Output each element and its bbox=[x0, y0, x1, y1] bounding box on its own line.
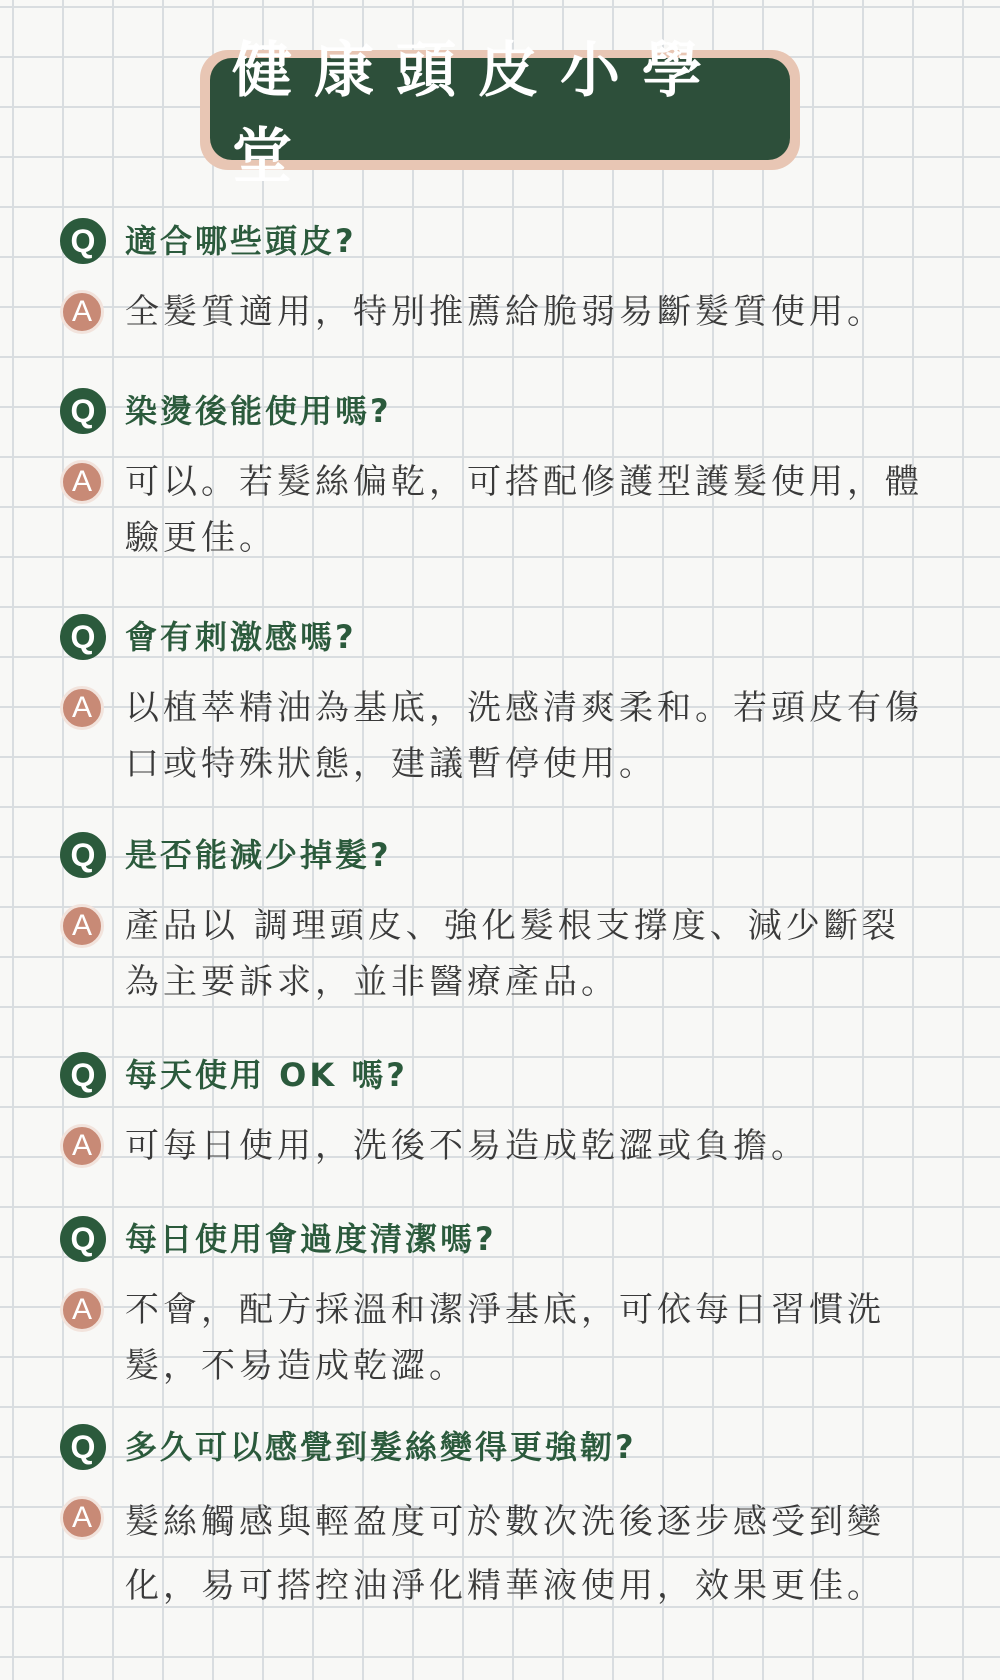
answer-text: 產品以 調理頭皮、強化髮根支撐度、減少斷裂 為主要訴求，並非醫療產品。 bbox=[125, 906, 900, 1002]
question-text: 染燙後能使用嗎? bbox=[125, 392, 392, 430]
question-text: 適合哪些頭皮? bbox=[125, 222, 357, 260]
answer-icon: A bbox=[60, 1496, 104, 1540]
question-text: 每天使用 OK 嗎? bbox=[125, 1056, 408, 1094]
question-icon: Q bbox=[60, 832, 106, 878]
question-icon: Q bbox=[60, 1216, 106, 1262]
answer-text: 可以。若髮絲偏乾，可搭配修護型護髮使用，體驗更佳。 bbox=[125, 462, 923, 558]
qa-item bbox=[0, 832, 1000, 1010]
question-icon: Q bbox=[60, 1052, 106, 1098]
answer-icon: A bbox=[60, 1288, 104, 1332]
page-title: 健康頭皮小學堂 bbox=[232, 36, 724, 192]
qa-item bbox=[0, 218, 1000, 340]
question-icon: Q bbox=[60, 388, 106, 434]
answer-text: 以植萃精油為基底，洗感清爽柔和。若頭皮有傷口或特殊狀態，建議暫停使用。 bbox=[125, 688, 923, 784]
question-text: 多久可以感覺到髮絲變得更強韌? bbox=[125, 1428, 637, 1466]
answer-text: 可每日使用，洗後不易造成乾澀或負擔。 bbox=[125, 1126, 809, 1166]
title-banner bbox=[200, 36, 800, 192]
question-icon: Q bbox=[60, 614, 106, 660]
answer-text: 髮絲觸感與輕盈度可於數次洗後逐步感受到變化，易可搭控油淨化精華液使用，效果更佳。 bbox=[125, 1502, 885, 1606]
question-text: 會有刺激感嗎? bbox=[125, 618, 357, 656]
answer-text: 全髮質適用，特別推薦給脆弱易斷髮質使用。 bbox=[125, 292, 885, 332]
answer-icon: A bbox=[60, 460, 104, 504]
answer-text: 不會，配方採溫和潔淨基底，可依每日習慣洗髮，不易造成乾澀。 bbox=[125, 1290, 885, 1386]
question-icon: Q bbox=[60, 218, 106, 264]
answer-icon: A bbox=[60, 1124, 104, 1168]
qa-item bbox=[0, 1424, 1000, 1618]
answer-icon: A bbox=[60, 904, 104, 948]
answer-icon: A bbox=[60, 686, 104, 730]
question-icon: Q bbox=[60, 1424, 106, 1470]
question-text: 每日使用會過度清潔嗎? bbox=[125, 1220, 497, 1258]
qa-item bbox=[0, 388, 1000, 566]
qa-item bbox=[0, 1216, 1000, 1394]
qa-item bbox=[0, 614, 1000, 792]
question-text: 是否能減少掉髮? bbox=[125, 836, 392, 874]
title-box bbox=[210, 36, 790, 192]
qa-item bbox=[0, 1052, 1000, 1174]
answer-icon: A bbox=[60, 290, 104, 334]
